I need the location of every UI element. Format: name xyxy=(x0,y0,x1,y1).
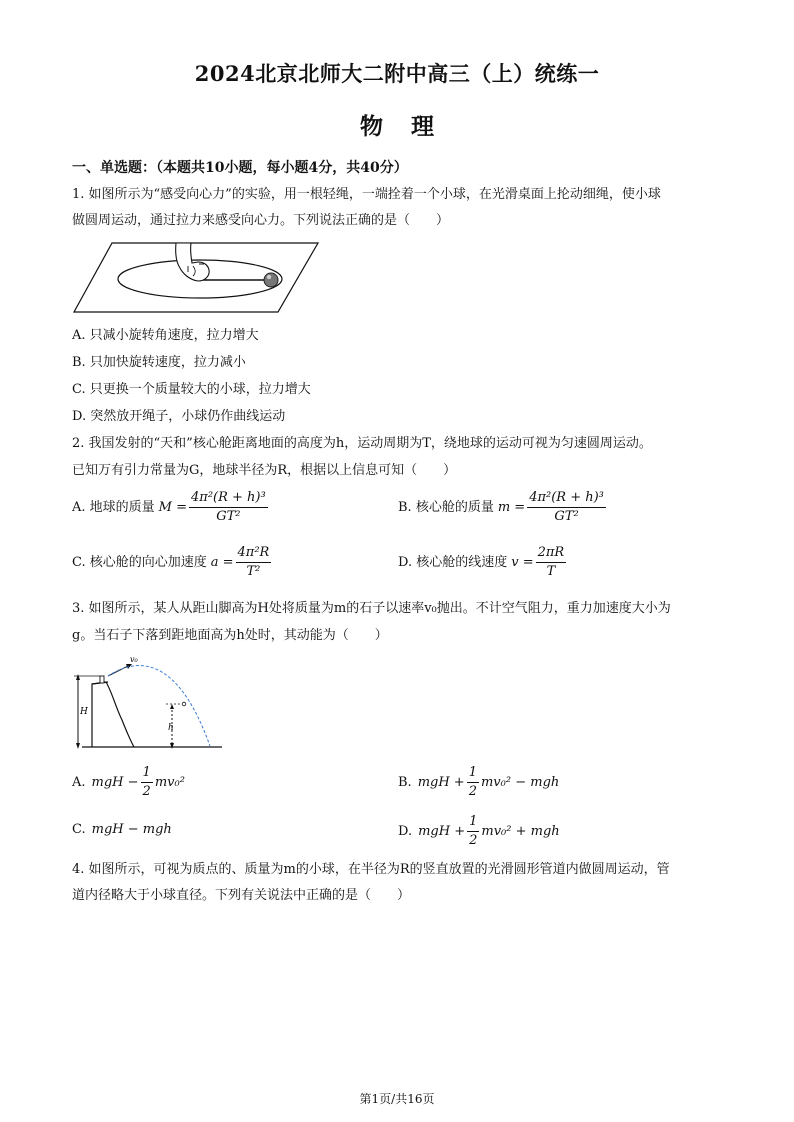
stone xyxy=(182,702,186,706)
q3-figure xyxy=(72,652,224,752)
q3-stem-line1: 3. 如图所示，某人从距山脚高为H处将质量为m的石子以速率v₀抛出。不计空气阻力，重力加速度大小为 xyxy=(72,601,671,616)
q2-option-b-lhs: m = xyxy=(497,499,526,515)
q3-option-b-denominator: 2 xyxy=(468,784,477,799)
q2-option-c-numerator: 4π²R xyxy=(236,545,272,563)
q1-stem-line1: 1. 如图所示为“感受向心力”的实验，用一根轻绳，一端拴着一个小球，在光滑桌面上抡动细绳，使小球 xyxy=(72,187,661,202)
person xyxy=(100,676,104,683)
cliff xyxy=(92,682,134,747)
q2-option-b-numerator: 4π²(R + h)³ xyxy=(527,490,606,508)
q2-option-c-fraction xyxy=(236,545,272,580)
q2-option-d-numerator: 2πR xyxy=(536,545,567,563)
section-heading: 一、单选题：（本题共10小题，每小题4分，共40分） xyxy=(72,160,408,176)
q3-option-d-numerator: 1 xyxy=(467,814,479,832)
q1-figure xyxy=(72,240,322,316)
q2-option-b xyxy=(398,490,608,525)
subject-title: 物理 xyxy=(360,113,462,140)
q2-option-d-denominator: T xyxy=(546,564,556,579)
q2-stem-line2: 已知万有引力常量为G，地球半径为R，根据以上信息可知（ ） xyxy=(72,463,457,478)
q3-option-a-fraction xyxy=(141,765,153,800)
q3-option-b-pre: mgH + xyxy=(417,774,465,790)
q2-option-d-label: D. 核心舱的线速度 xyxy=(398,554,508,570)
q3-option-d-post: mv₀² + mgh xyxy=(481,823,560,839)
q3-option-c-expr: mgH − mgh xyxy=(91,822,172,837)
q1-option-b: B. 只加快旋转速度，拉力减小 xyxy=(72,355,246,370)
q3-option-d-denominator: 2 xyxy=(469,833,478,848)
q1-option-d: D. 突然放开绳子，小球仍作曲线运动 xyxy=(72,409,286,424)
q2-option-c-denominator: T² xyxy=(246,564,261,579)
q2-option-a-denominator: GT² xyxy=(216,509,241,524)
q2-option-d-lhs: v = xyxy=(511,554,534,570)
q2-option-a xyxy=(72,490,270,525)
ball xyxy=(264,273,278,287)
q3-option-b-fraction xyxy=(467,765,479,800)
q3-option-a-pre: mgH − xyxy=(91,774,139,790)
q2-option-b-fraction xyxy=(527,490,606,525)
q1-option-a: A. 只减小旋转角速度，拉力增大 xyxy=(72,328,259,343)
q3-option-a-numerator: 1 xyxy=(141,765,153,783)
q3-option-d-label: D. xyxy=(398,823,413,839)
q3-option-d-fraction xyxy=(467,814,479,849)
hand-icon xyxy=(176,243,209,281)
h-label: h xyxy=(168,723,174,733)
q3-option-c xyxy=(72,821,172,839)
q2-option-c-label: C. 核心舱的向心加速度 xyxy=(72,554,207,570)
H-label: H xyxy=(80,707,88,717)
page-number: 第1页/共16页 xyxy=(359,1092,435,1106)
q2-option-a-fraction xyxy=(189,490,268,525)
q3-option-d-pre: mgH + xyxy=(418,823,466,839)
q4-stem-line1: 4. 如图所示，可视为质点的、质量为m的小球，在半径为R的竖直放置的光滑圆形管道内做圆周运动，管 xyxy=(72,862,670,877)
q2-option-c xyxy=(72,545,273,580)
q1-stem-line2: 做圆周运动，通过拉力来感受向心力。下列说法正确的是（ ） xyxy=(72,213,450,228)
q3-option-b-numerator: 1 xyxy=(467,765,479,783)
q2-option-a-numerator: 4π²(R + h)³ xyxy=(189,490,268,508)
q3-option-b-post: mv₀² − mgh xyxy=(480,774,560,790)
q3-option-b-label: B. xyxy=(398,774,412,790)
q2-option-b-denominator: GT² xyxy=(554,509,579,524)
q3-option-c-label: C. xyxy=(72,822,86,837)
q2-option-d xyxy=(398,545,568,580)
trajectory xyxy=(108,666,210,746)
q3-option-a xyxy=(72,765,185,800)
q3-option-b xyxy=(398,765,559,800)
q2-option-d-fraction xyxy=(536,545,567,580)
q4-stem-line2: 道内径略大于小球直径。下列有关说法中正确的是（ ） xyxy=(72,888,411,903)
q2-option-c-lhs: a = xyxy=(210,554,234,570)
page-title: 2024北京北师大二附中高三（上）统练一 xyxy=(194,61,600,86)
q2-stem-line1: 2. 我国发射的“天和”核心舱距离地面的高度为h，运动周期为T，绕地球的运动可视为匀速圆周运动。 xyxy=(72,436,652,451)
q3-option-a-label: A. xyxy=(72,774,86,790)
q3-stem-line2: g。当石子下落到距地面高为h处时，其动能为（ ） xyxy=(72,628,388,643)
q1-option-c: C. 只更换一个质量较大的小球，拉力增大 xyxy=(72,382,311,397)
q3-option-d xyxy=(398,814,560,849)
q3-option-a-denominator: 2 xyxy=(142,784,151,799)
q2-option-a-lhs: M = xyxy=(158,499,187,515)
q2-option-a-label: A. 地球的质量 xyxy=(72,499,155,515)
q3-option-a-post: mv₀² xyxy=(154,774,185,790)
v0-label: v₀ xyxy=(130,655,138,664)
q2-option-b-label: B. 核心舱的质量 xyxy=(398,499,494,515)
